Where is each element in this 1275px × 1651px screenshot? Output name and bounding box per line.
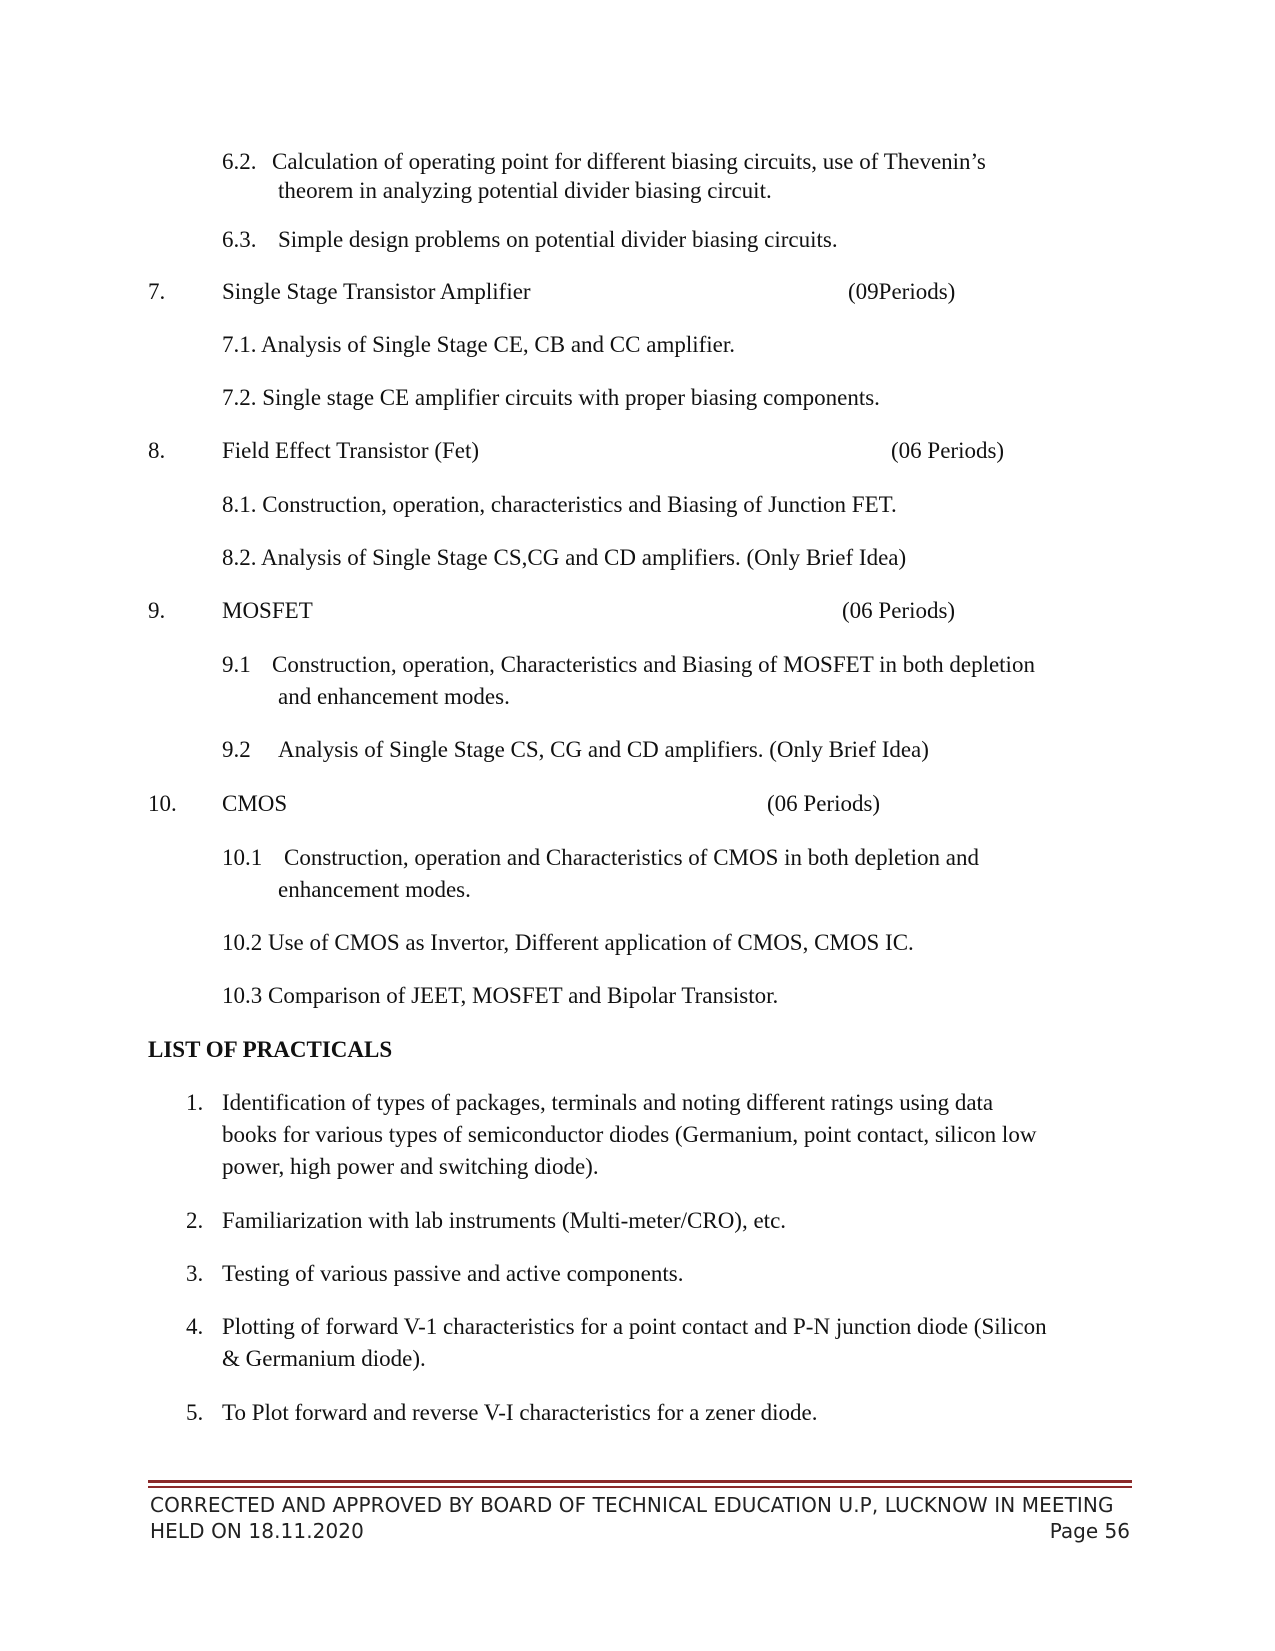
practical-2-number: 2. — [186, 1208, 204, 1233]
topic-6-2-line-1: Calculation of operating point for different biasing circuits, use of Thevenin’s — [272, 149, 986, 174]
section-8-number: 8. — [148, 438, 166, 463]
practical-3-number: 3. — [186, 1261, 204, 1286]
topic-9-1-line-1: Construction, operation, Characteristics and Biasing of MOSFET in both depletion — [272, 652, 1035, 677]
topic-9-1-line-2: and enhancement modes. — [278, 684, 510, 709]
topic-6-3-number: 6.3. — [222, 227, 257, 252]
footer-rule-thick — [148, 1480, 1132, 1483]
practical-5-number: 5. — [186, 1400, 204, 1425]
practical-1-line-2: books for various types of semiconductor diodes (Germanium, point contact, silicon low — [222, 1122, 1037, 1147]
topic-10-3: 10.3 Comparison of JEET, MOSFET and Bipolar Transistor. — [222, 983, 779, 1008]
section-7-number: 7. — [148, 279, 166, 304]
section-9-periods: (06 Periods) — [842, 598, 956, 623]
practical-1-line-3: power, high power and switching diode). — [222, 1154, 599, 1179]
topic-9-2-text: Analysis of Single Stage CS, CG and CD amplifiers. (Only Brief Idea) — [278, 737, 929, 762]
footer-approval-line-2: HELD ON 18.11.2020 — [150, 1519, 364, 1543]
topic-6-2-line-2: theorem in analyzing potential divider biasing circuit. — [278, 178, 772, 203]
footer-rule-thin — [148, 1486, 1132, 1488]
practical-4-number: 4. — [186, 1314, 204, 1339]
section-7-periods: (09Periods) — [848, 279, 956, 304]
section-8-title: Field Effect Transistor (Fet) — [222, 438, 480, 463]
practical-1-line-1: Identification of types of packages, terminals and noting different ratings using data — [222, 1090, 994, 1115]
practical-4-line-2: & Germanium diode). — [222, 1346, 426, 1371]
topic-8-1: 8.1. Construction, operation, characteristics and Biasing of Junction FET. — [222, 492, 897, 517]
topic-6-2-number: 6.2. — [222, 149, 257, 174]
section-10-periods: (06 Periods) — [767, 791, 881, 816]
footer-approval-line-1: CORRECTED AND APPROVED BY BOARD OF TECHNICAL EDUCATION U.P, LUCKNOW IN MEETING — [150, 1493, 1114, 1517]
topic-8-2: 8.2. Analysis of Single Stage CS,CG and CD amplifiers. (Only Brief Idea) — [222, 545, 907, 570]
page-number: Page 56 — [1049, 1519, 1130, 1543]
topic-10-1-line-1: Construction, operation and Characteristics of CMOS in both depletion and — [284, 845, 979, 870]
section-10-number: 10. — [148, 791, 177, 816]
section-9-title: MOSFET — [222, 598, 313, 623]
topic-10-1-number: 10.1 — [222, 845, 263, 870]
section-9-number: 9. — [148, 598, 166, 623]
section-7-title: Single Stage Transistor Amplifier — [222, 279, 531, 304]
topic-9-1-number: 9.1 — [222, 652, 251, 677]
practical-5-line-1: To Plot forward and reverse V-I characteristics for a zener diode. — [222, 1400, 818, 1425]
topic-10-2: 10.2 Use of CMOS as Invertor, Different application of CMOS, CMOS IC. — [222, 930, 914, 955]
topic-7-2: 7.2. Single stage CE amplifier circuits with proper biasing components. — [222, 385, 880, 410]
topic-10-1-line-2: enhancement modes. — [278, 877, 471, 902]
practical-1-number: 1. — [186, 1090, 204, 1115]
practical-2-line-1: Familiarization with lab instruments (Multi-meter/CRO), etc. — [222, 1208, 787, 1233]
topic-9-2-number: 9.2 — [222, 737, 251, 762]
topic-6-3-text: Simple design problems on potential divider biasing circuits. — [278, 227, 838, 252]
section-10-title: CMOS — [222, 791, 288, 816]
practical-3-line-1: Testing of various passive and active components. — [222, 1261, 684, 1286]
topic-7-1: 7.1. Analysis of Single Stage CE, CB and CC amplifier. — [222, 332, 736, 357]
practicals-heading: LIST OF PRACTICALS — [148, 1037, 393, 1062]
practical-4-line-1: Plotting of forward V-1 characteristics for a point contact and P-N junction diode (Silicon — [222, 1314, 1047, 1339]
section-8-periods: (06 Periods) — [891, 438, 1005, 463]
